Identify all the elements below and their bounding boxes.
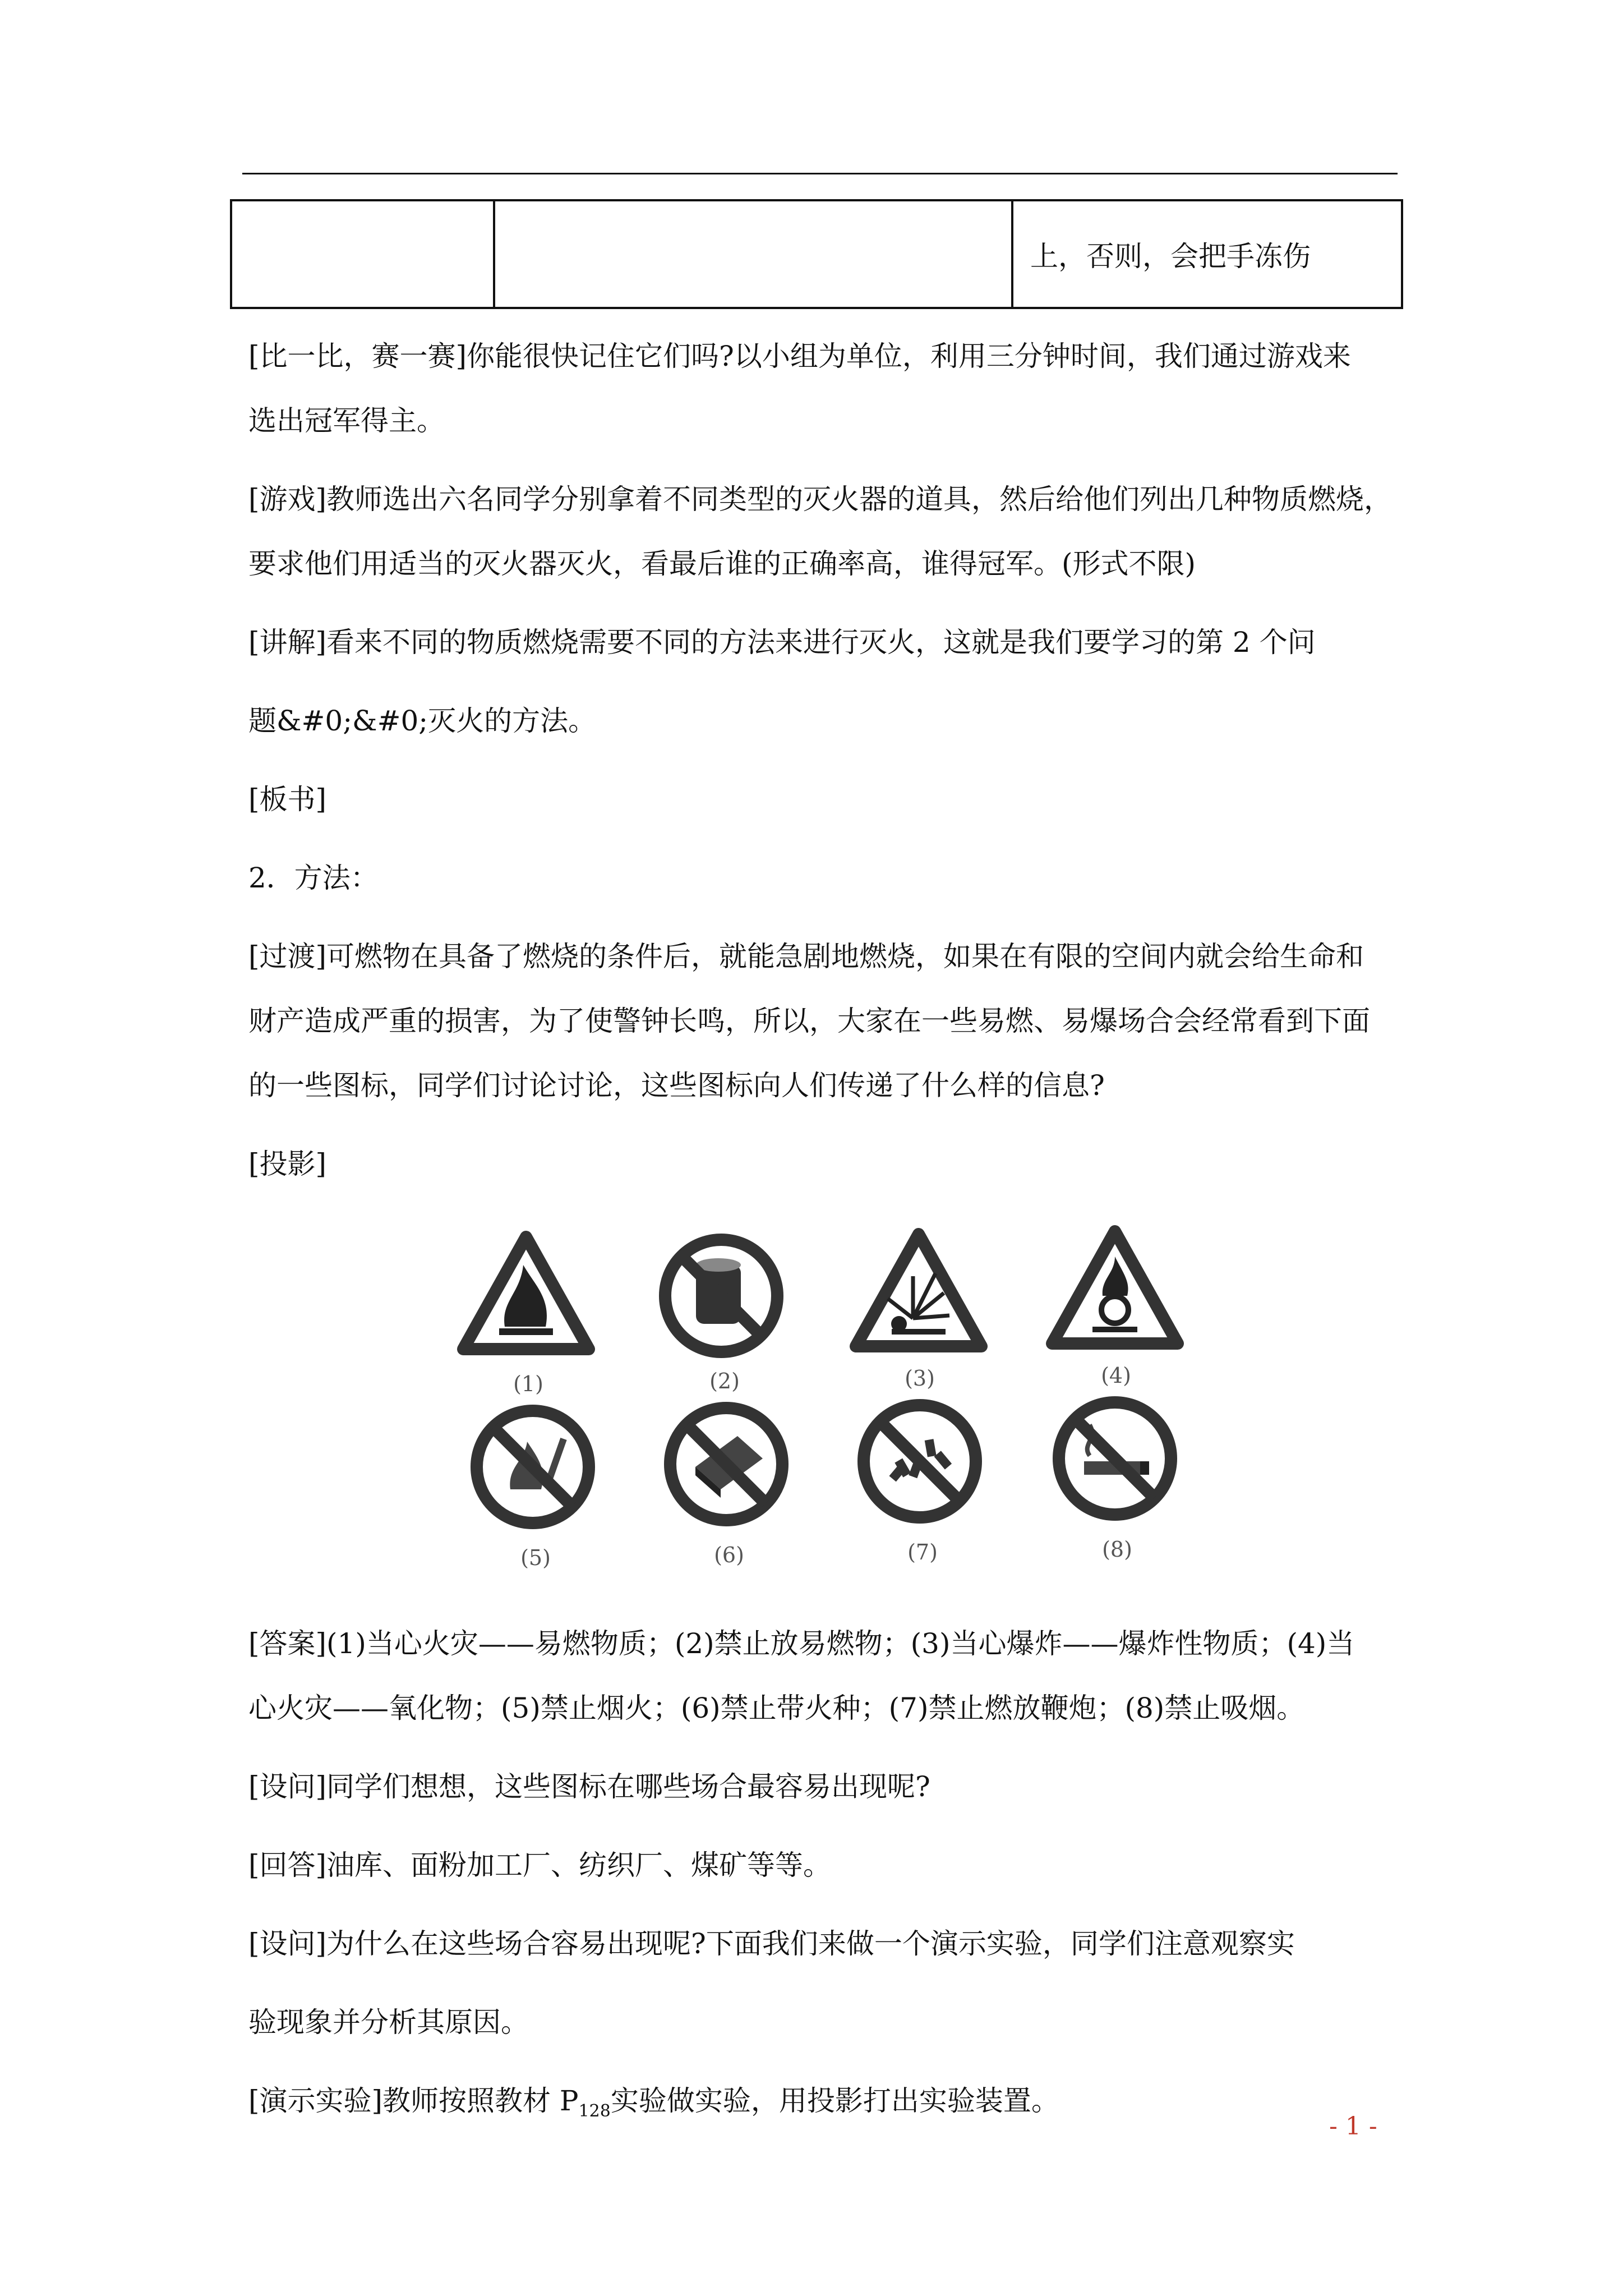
paragraph-line: 题&#0;&#0;灭火的方法。 xyxy=(248,705,597,737)
icon-label-6: (6) xyxy=(714,1543,744,1567)
paragraph-line: [设问]同学们想想，这些图标在哪些场合最容易出现呢? xyxy=(248,1770,930,1803)
paragraph-line: 要求他们用适当的灭火器灭火，看最后谁的正确率高，谁得冠军。(形式不限) xyxy=(248,547,1196,580)
paragraph-line: 选出冠军得主。 xyxy=(248,404,445,437)
paragraph-text: [演示实验]教师按照教材 P xyxy=(248,2085,579,2117)
paragraph-line: [回答]油库、面粉加工厂、纺织厂、煤矿等等。 xyxy=(248,1849,832,1881)
no-fire-source-icon xyxy=(670,1408,782,1520)
table-cell-3: 上，否则，会把手冻伤 xyxy=(1012,200,1402,308)
paragraph-line: [板书] xyxy=(248,783,327,816)
oxidizer-warning-icon xyxy=(1052,1231,1178,1343)
paragraph-line: [游戏]教师选出六名同学分别拿着不同类型的灭火器的道具，然后给他们列出几种物质燃烧， xyxy=(248,483,1393,516)
paragraph-line: [设问]为什么在这些场合容易出现呢?下面我们来做一个演示实验，同学们注意观察实 xyxy=(248,1927,1295,1960)
paragraph-line: 验现象并分析其原因。 xyxy=(248,2006,529,2039)
paragraph-text: 实验做实验，用投影打出实验装置。 xyxy=(610,2085,1059,2117)
paragraph-line: [讲解]看来不同的物质燃烧需要不同的方法来进行灭火，这就是我们要学习的第 2 个问 xyxy=(248,626,1316,659)
paragraph-line: 财产造成严重的损害，为了使警钟长鸣，所以，大家在一些易燃、易爆场合会经常看到下面 xyxy=(248,1005,1370,1037)
page-number: - 1 - xyxy=(1329,2112,1377,2141)
icon-label-1: (1) xyxy=(513,1372,543,1396)
icon-label-5: (5) xyxy=(520,1545,551,1570)
paragraph-line: [过渡]可燃物在具备了燃烧的条件后，就能急剧地燃烧，如果在有限的空间内就会给生命和 xyxy=(248,940,1364,973)
paragraph-line: [投影] xyxy=(248,1148,327,1180)
icon-label-2: (2) xyxy=(709,1369,740,1393)
no-open-flame-icon xyxy=(477,1411,589,1523)
icon-label-7: (7) xyxy=(907,1540,938,1565)
icon-label-3: (3) xyxy=(905,1366,935,1391)
explosive-warning-icon xyxy=(856,1234,981,1346)
no-smoking-icon xyxy=(1059,1402,1171,1515)
subscript-page: 128 xyxy=(578,2101,611,2121)
no-flammables-icon xyxy=(665,1240,777,1352)
icon-label-8: (8) xyxy=(1102,1537,1132,1562)
icon-label-4: (4) xyxy=(1101,1363,1131,1388)
paragraph-line: [比一比，赛一赛]你能很快记住它们吗?以小组为单位，利用三分钟时间，我们通过游戏来 xyxy=(248,340,1351,372)
paragraph-line: 心火灾——氧化物；(5)禁止烟火；(6)禁止带火种；(7)禁止燃放鞭炮；(8)禁止吸烟。 xyxy=(248,1692,1305,1724)
paragraph-line: 的一些图标，同学们讨论讨论，这些图标向人们传递了什么样的信息? xyxy=(248,1069,1105,1102)
paragraph-line xyxy=(248,2084,1059,2128)
no-firecrackers-icon xyxy=(864,1405,976,1517)
flammable-warning-icon xyxy=(463,1237,589,1349)
paragraph-line: 2．方法： xyxy=(248,862,379,894)
paragraph-line: [答案](1)当心火灾——易燃物质；(2)禁止放易燃物；(3)当心爆炸——爆炸性物质；(4)当 xyxy=(248,1627,1355,1660)
